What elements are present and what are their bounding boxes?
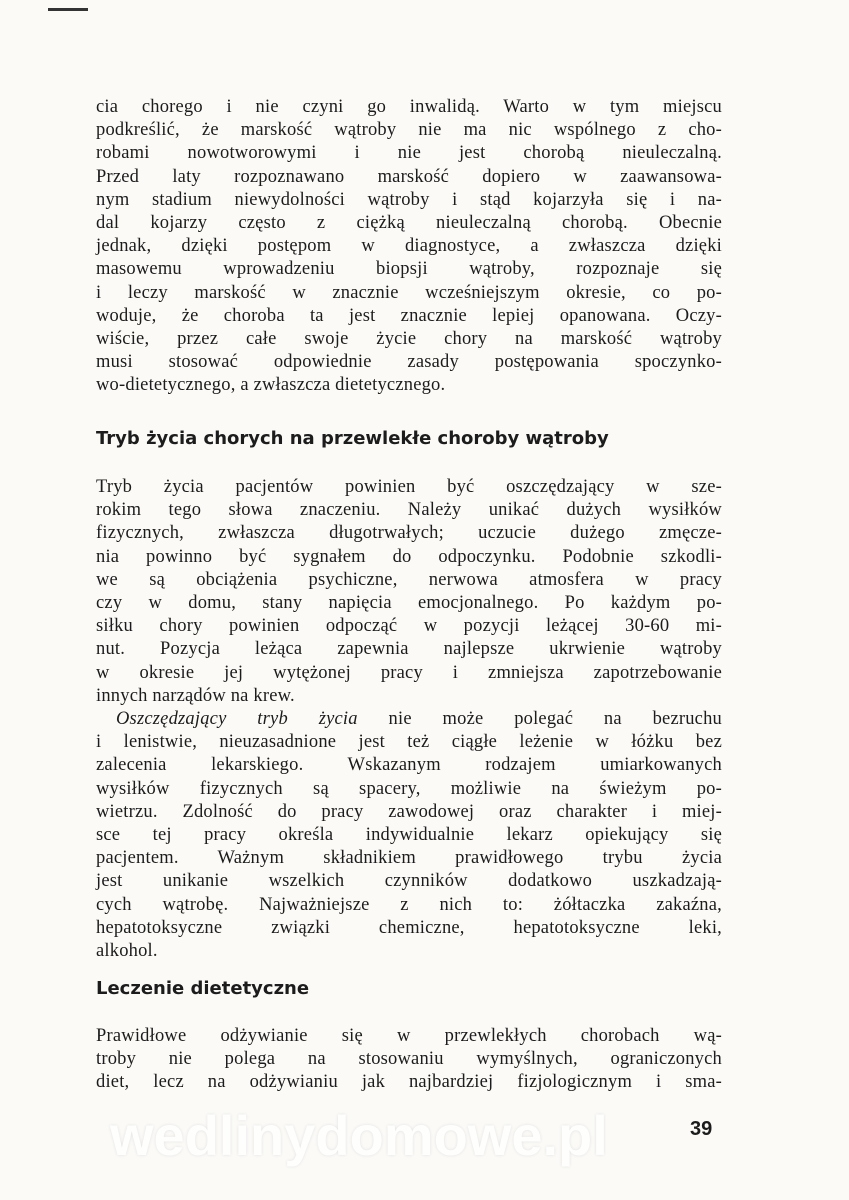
paragraph-3 [96,708,722,963]
paragraph-1 [96,96,722,397]
page-number: 39 [690,1118,713,1140]
text-line: woduje, że choroba ta jest znacznie lepiej opanowana. Oczy- [96,305,722,326]
text-span: nie może polegać na bezruchu [357,709,722,729]
section-heading-lifestyle: Tryb życia chorych na przewlekłe choroby wątroby [96,428,609,449]
text-line: fizycznych, zwłaszcza długotrwałych; uczucie dużego zmęcze- [96,523,722,544]
text-line: w okresie jej wytężonej pracy i zmniejsza zapotrzebowanie [96,662,722,683]
text-line: innych narządów na krew. [96,685,295,706]
text-line: hepatotoksyczne związki chemiczne, hepatotoksyczne leki, [96,917,722,938]
watermark: wedlinydomowe.pl [110,1104,608,1167]
text-line: wietrzu. Zdolność do pracy zawodowej oraz charakter i miej- [96,801,722,822]
text-line: sce tej pracy określa indywidualnie lekarz opiekujący się [96,824,722,845]
text-line: Przed laty rozpoznawano marskość dopiero w zaawansowa- [96,166,722,187]
text-line: jednak, dzięki postępom w diagnostyce, a zwłaszcza dzięki [96,236,722,257]
text-line: cia chorego i nie czyni go inwalidą. Warto w tym miejscu [96,97,722,117]
text-line: troby nie polega na stosowaniu wymyślnych, ograniczonych [96,1049,722,1070]
text-line: robami nowotworowymi i nie jest chorobą nieuleczalną. [96,143,722,164]
text-line: alkohol. [96,940,158,961]
text-line: podkreślić, że marskość wątroby nie ma nic wspólnego z cho- [96,120,722,141]
text-line: Tryb życia pacjentów powinien być oszczędzający w sze- [96,477,722,497]
text-line: nym stadium niewydolności wątroby i stąd kojarzyła się i na- [96,189,722,210]
text-line: nut. Pozycja leżąca zapewnia najlepsze ukrwienie wątroby [96,639,722,660]
italic-term: Oszczędzający tryb życia [116,709,358,729]
paragraph-4 [96,1025,722,1095]
text-line: i leczy marskość w znacznie wcześniejszym okresie, co po- [96,282,722,303]
scan-edge-mark [48,8,88,11]
text-line: nia powinno być sygnałem do odpoczynku. Podobnie szkodli- [96,546,722,567]
text-line: wiście, przez całe swoje życie chory na marskość wątroby [96,328,722,349]
text-line: pacjentem. Ważnym składnikiem prawidłowego trybu życia [96,848,722,869]
text-line: dal kojarzy często z ciężką nieuleczalną chorobą. Obecnie [96,212,722,233]
text-line: jest unikanie wszelkich czynników dodatkowo uszkadzają- [96,871,722,892]
text-line: we są obciążenia psychiczne, nerwowa atmosfera w pracy [96,569,722,590]
text-line: masowemu wprowadzeniu biopsji wątroby, rozpoznaje się [96,259,722,280]
text-line: cych wątrobę. Najważniejsze z nich to: żółtaczka zakaźna, [96,894,722,915]
text-line: diet, lecz na odżywianiu jak najbardziej fizjologicznym i sma- [96,1072,722,1093]
text-line: i lenistwie, nieuzasadnione jest też ciągłe leżenie w łóżku bez [96,732,722,753]
paragraph-2 [96,476,722,708]
text-line: wo-dietetycznego, a zwłaszcza dietetycznego. [96,375,446,396]
text-line [96,708,722,731]
text-line: zalecenia lekarskiego. Wskazanym rodzajem umiarkowanych [96,755,722,776]
section-heading-diet: Leczenie dietetyczne [96,978,310,999]
text-line: siłku chory powinien odpocząć w pozycji leżącej 30-60 mi- [96,616,722,637]
text-line: musi stosować odpowiednie zasady postępowania spoczynko- [96,352,722,373]
text-line: Prawidłowe odżywianie się w przewlekłych chorobach wą- [96,1026,722,1046]
text-line: czy w domu, stany napięcia emocjonalnego. Po każdym po- [96,592,722,613]
text-line: rokim tego słowa znaczeniu. Należy unikać dużych wysiłków [96,500,722,521]
text-line: wysiłków fizycznych są spacery, możliwie na świeżym po- [96,778,722,799]
